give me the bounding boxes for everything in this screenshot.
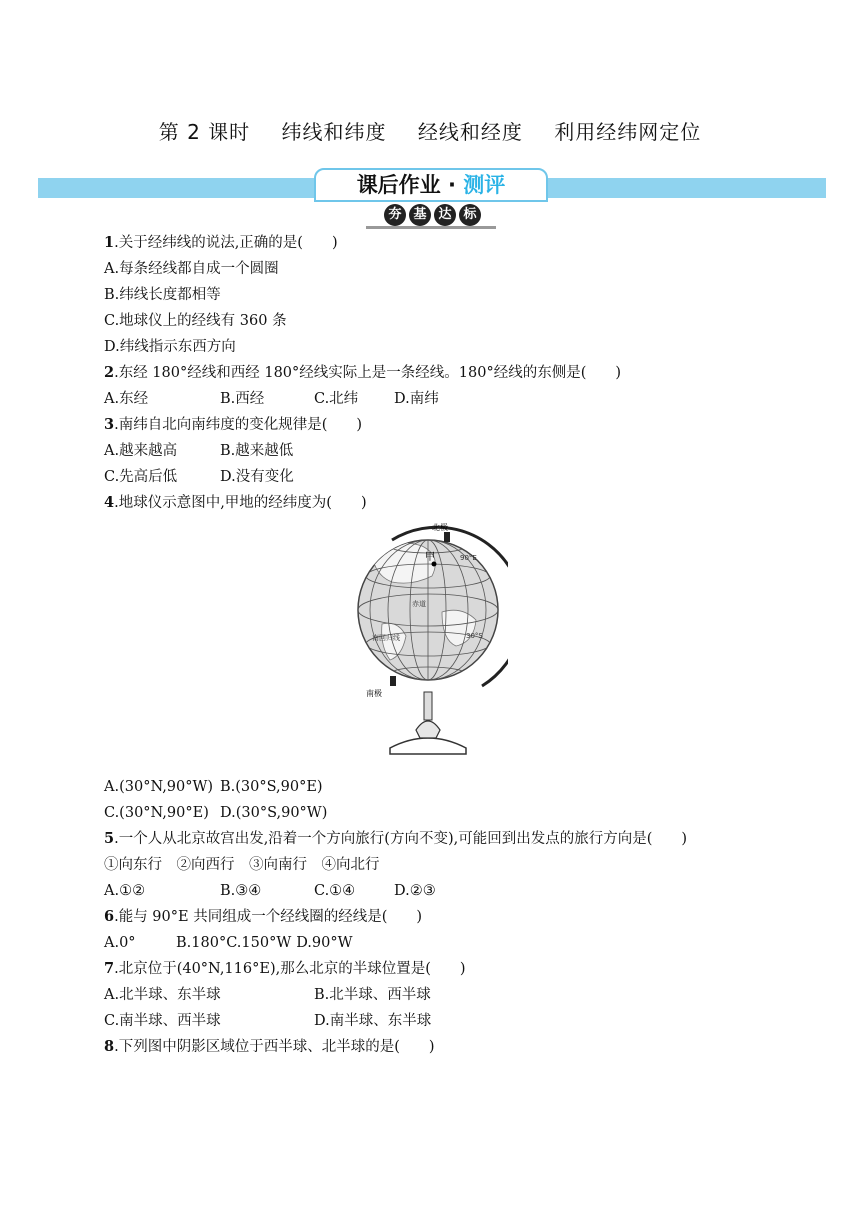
title-topic-2: 经线和经度 [417,120,523,144]
q2-option-d: D.南纬 [394,391,439,407]
globe-figure [104,516,804,774]
question-number: 8 [104,1038,115,1055]
q4-option-b: B.(30°S,90°E) [220,779,323,795]
title-topic-1: 纬线和纬度 [281,120,387,144]
question-number: 2 [104,364,115,381]
question-stem: .能与 90°E 共同组成一个经线圈的经线是( ) [114,909,423,925]
q7-option-d: D.南半球、东半球 [314,1013,432,1029]
q4-options-row-2 [104,800,804,826]
q7-option-c: C.南半球、西半球 [104,1013,221,1029]
question-8 [104,1034,804,1060]
q3-option-a: A.越来越高 [104,443,178,459]
q7-options-row-2 [104,1008,804,1034]
q5-option-d: D.②③ [394,883,436,899]
question-stem: .东经 180°经线和西经 180°经线实际上是一条经线。180°经线的东侧是( ) [114,365,622,381]
banner-main-text: 课后作业 · [356,173,464,197]
q3-option-c: C.先高后低 [104,469,178,485]
ring-clamp-top [444,532,450,542]
section-banner [314,168,548,202]
q5-option-b: B.③④ [220,883,262,899]
question-stem: .下列图中阴影区域位于西半球、北半球的是( ) [114,1039,435,1055]
q6-option-d: D.90°W [296,935,353,951]
q1-option-c: C.地球仪上的经线有 360 条 [104,313,287,329]
globe-post [424,692,432,720]
question-stem: .北京位于(40°N,116°E),那么北京的半球位置是( ) [114,961,466,977]
title-topic-3: 利用经纬网定位 [554,120,702,144]
q7-option-a: A.北半球、东半球 [104,987,221,1003]
tropic-label: 南回归线 [372,634,400,642]
q3-options-row-2 [104,464,804,490]
banner-accent-text: 测评 [463,173,506,197]
question-stem: .地球仪示意图中,甲地的经纬度为( ) [114,495,367,511]
south-pole-label: 南极 [366,689,382,698]
q2-option-a: A.东经 [104,391,149,407]
question-stem: .关于经纬线的说法,正确的是( ) [114,235,338,251]
lon-90e-label: 90°E [460,554,477,562]
badge-1: 夯 [384,204,406,226]
question-stem: .一个人从北京故宫出发,沿着一个方向旅行(方向不变),可能回到出发点的旅行方向是( ) [114,831,688,847]
globe-base [390,738,466,754]
question-number: 5 [104,830,115,847]
q1-option-a: A.每条经线都自成一个圆圈 [104,261,279,277]
q6-option-b: B.180° [176,935,227,951]
q1-option-b: B.纬线长度都相等 [104,287,221,303]
q1-option-d: D.纬线指示东西方向 [104,339,236,355]
q4-option-a: A.(30°N,90°W) [104,779,214,795]
equator-label: 赤道 [412,600,426,608]
ring-clamp-bottom [390,676,396,686]
q2-options [104,386,804,412]
badge-3: 达 [434,204,456,226]
question-number: 3 [104,416,115,433]
question-3 [104,412,804,438]
badge-4: 标 [459,204,481,226]
question-stem: .南纬自北向南纬度的变化规律是( ) [114,417,363,433]
question-number: 4 [104,494,115,511]
q4-options-row-1 [104,774,804,800]
sub-banner [384,204,481,226]
q5-option-c: C.①④ [314,883,356,899]
q6-option-c: C.150°W [226,935,292,951]
question-7 [104,956,804,982]
question-4 [104,490,804,516]
north-pole-label: 北极 [432,523,448,532]
question-number: 6 [104,908,115,925]
q3-option-b: B.越来越低 [220,443,294,459]
globe-illustration [352,516,508,766]
question-2 [104,360,804,386]
title-lesson: 第 2 课时 [158,120,251,144]
question-number: 1 [104,234,115,251]
q2-option-c: C.北纬 [314,391,359,407]
q7-options-row-1 [104,982,804,1008]
q5-options [104,878,804,904]
q3-options-row-1 [104,438,804,464]
page-title [0,116,860,145]
badge-2: 基 [409,204,431,226]
question-number: 7 [104,960,115,977]
q5-option-a: A.①② [104,883,146,899]
question-5 [104,826,804,852]
question-6 [104,904,804,930]
q2-option-b: B.西经 [220,391,265,407]
q4-option-d: D.(30°S,90°W) [220,805,328,821]
q5-items: ①向东行 ②向西行 ③向南行 ④向北行 [104,857,380,873]
globe-stand [416,721,440,738]
q6-options [104,930,804,956]
q7-option-b: B.北半球、西半球 [314,987,431,1003]
point-jia-label: 甲 [425,552,435,563]
lat-30s-label: 30°S [466,632,483,640]
question-list [104,230,804,1060]
q3-option-d: D.没有变化 [220,469,294,485]
q4-option-c: C.(30°N,90°E) [104,805,209,821]
q6-option-a: A.0° [104,935,136,951]
question-1 [104,230,804,256]
